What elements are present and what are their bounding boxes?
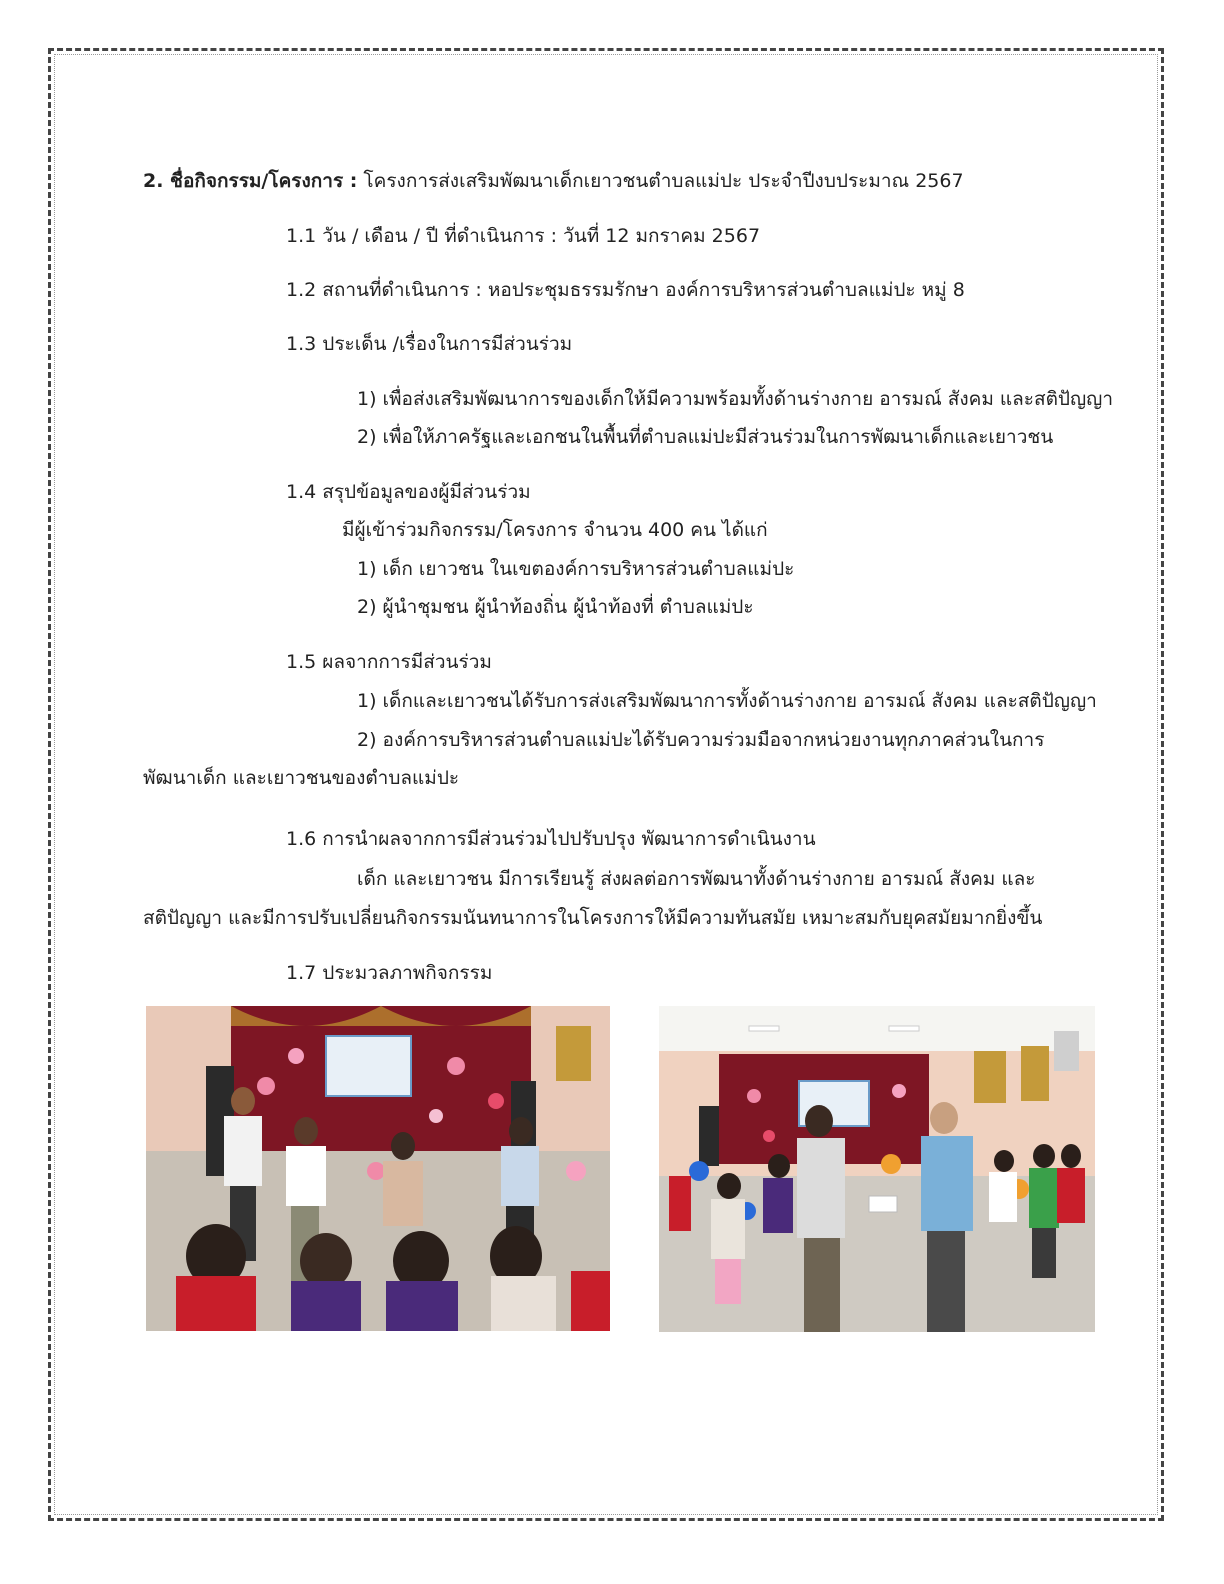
item-1-6-paragraph-cont: สติปัญญา และมีการปรับเปลี่ยนกิจกรรมนันทนาการในโครงการให้มีความทันสมัย เหมาะสมกับยุคสมัยมากยิ่งขึ้น (143, 907, 1043, 929)
item-1-5-point-2-cont: พัฒนาเด็ก และเยาวชนของตำบลแม่ปะ (143, 767, 460, 789)
item-1-4: 1.4 สรุปข้อมูลของผู้มีส่วนร่วม (286, 481, 531, 503)
item-1-5: 1.5 ผลจากการมีส่วนร่วม (286, 651, 492, 673)
item-1-3: 1.3 ประเด็น /เรื่องในการมีส่วนร่วม (286, 333, 573, 355)
activity-photo-1 (146, 1006, 610, 1331)
activity-heading-value: โครงการส่งเสริมพัฒนาเด็กเยาวชนตำบลแม่ปะ ประจำปีงบประมาณ 2567 (363, 170, 964, 192)
item-1-2: 1.2 สถานที่ดำเนินการ : หอประชุมธรรมรักษา องค์การบริหารส่วนตำบลแม่ปะ หมู่ 8 (286, 279, 965, 301)
item-1-4-point-2: 2) ผู้นำชุมชน ผู้นำท้องถิ่น ผู้นำท้องที่ ตำบลแม่ปะ (357, 596, 754, 618)
item-1-7: 1.7 ประมวลภาพกิจกรรม (286, 962, 493, 984)
item-1-3-point-1: 1) เพื่อส่งเสริมพัฒนาการของเด็กให้มีความพร้อมทั้งด้านร่างกาย อารมณ์ สังคม และสติปัญญา (357, 388, 1114, 410)
item-1-6: 1.6 การนำผลจากการมีส่วนร่วมไปปรับปรุง พัฒนาการดำเนินงาน (286, 828, 816, 850)
activity-heading-label: 2. ชื่อกิจกรรม/โครงการ : (143, 170, 358, 192)
activity-photo-2 (659, 1006, 1095, 1332)
item-1-1: 1.1 วัน / เดือน / ปี ที่ดำเนินการ : วันที่ 12 มกราคม 2567 (286, 225, 761, 247)
item-1-3-point-2: 2) เพื่อให้ภาครัฐและเอกชนในพื้นที่ตำบลแม่ปะมีส่วนร่วมในการพัฒนาเด็กและเยาวชน (357, 426, 1054, 448)
item-1-5-point-2: 2) องค์การบริหารส่วนตำบลแม่ปะได้รับความร่วมมือจากหน่วยงานทุกภาคส่วนในการ (357, 729, 1045, 751)
item-1-5-point-1: 1) เด็กและเยาวชนได้รับการส่งเสริมพัฒนาการทั้งด้านร่างกาย อารมณ์ สังคม และสติปัญญา (357, 690, 1097, 712)
item-1-4-intro: มีผู้เข้าร่วมกิจกรรม/โครงการ จำนวน 400 คน ได้แก่ (342, 519, 768, 541)
item-1-4-point-1: 1) เด็ก เยาวชน ในเขตองค์การบริหารส่วนตำบลแม่ปะ (357, 558, 795, 580)
activity-heading (143, 168, 964, 194)
item-1-6-paragraph: เด็ก และเยาวชน มีการเรียนรู้ ส่งผลต่อการพัฒนาทั้งด้านร่างกาย อารมณ์ สังคม และ (357, 868, 1036, 890)
